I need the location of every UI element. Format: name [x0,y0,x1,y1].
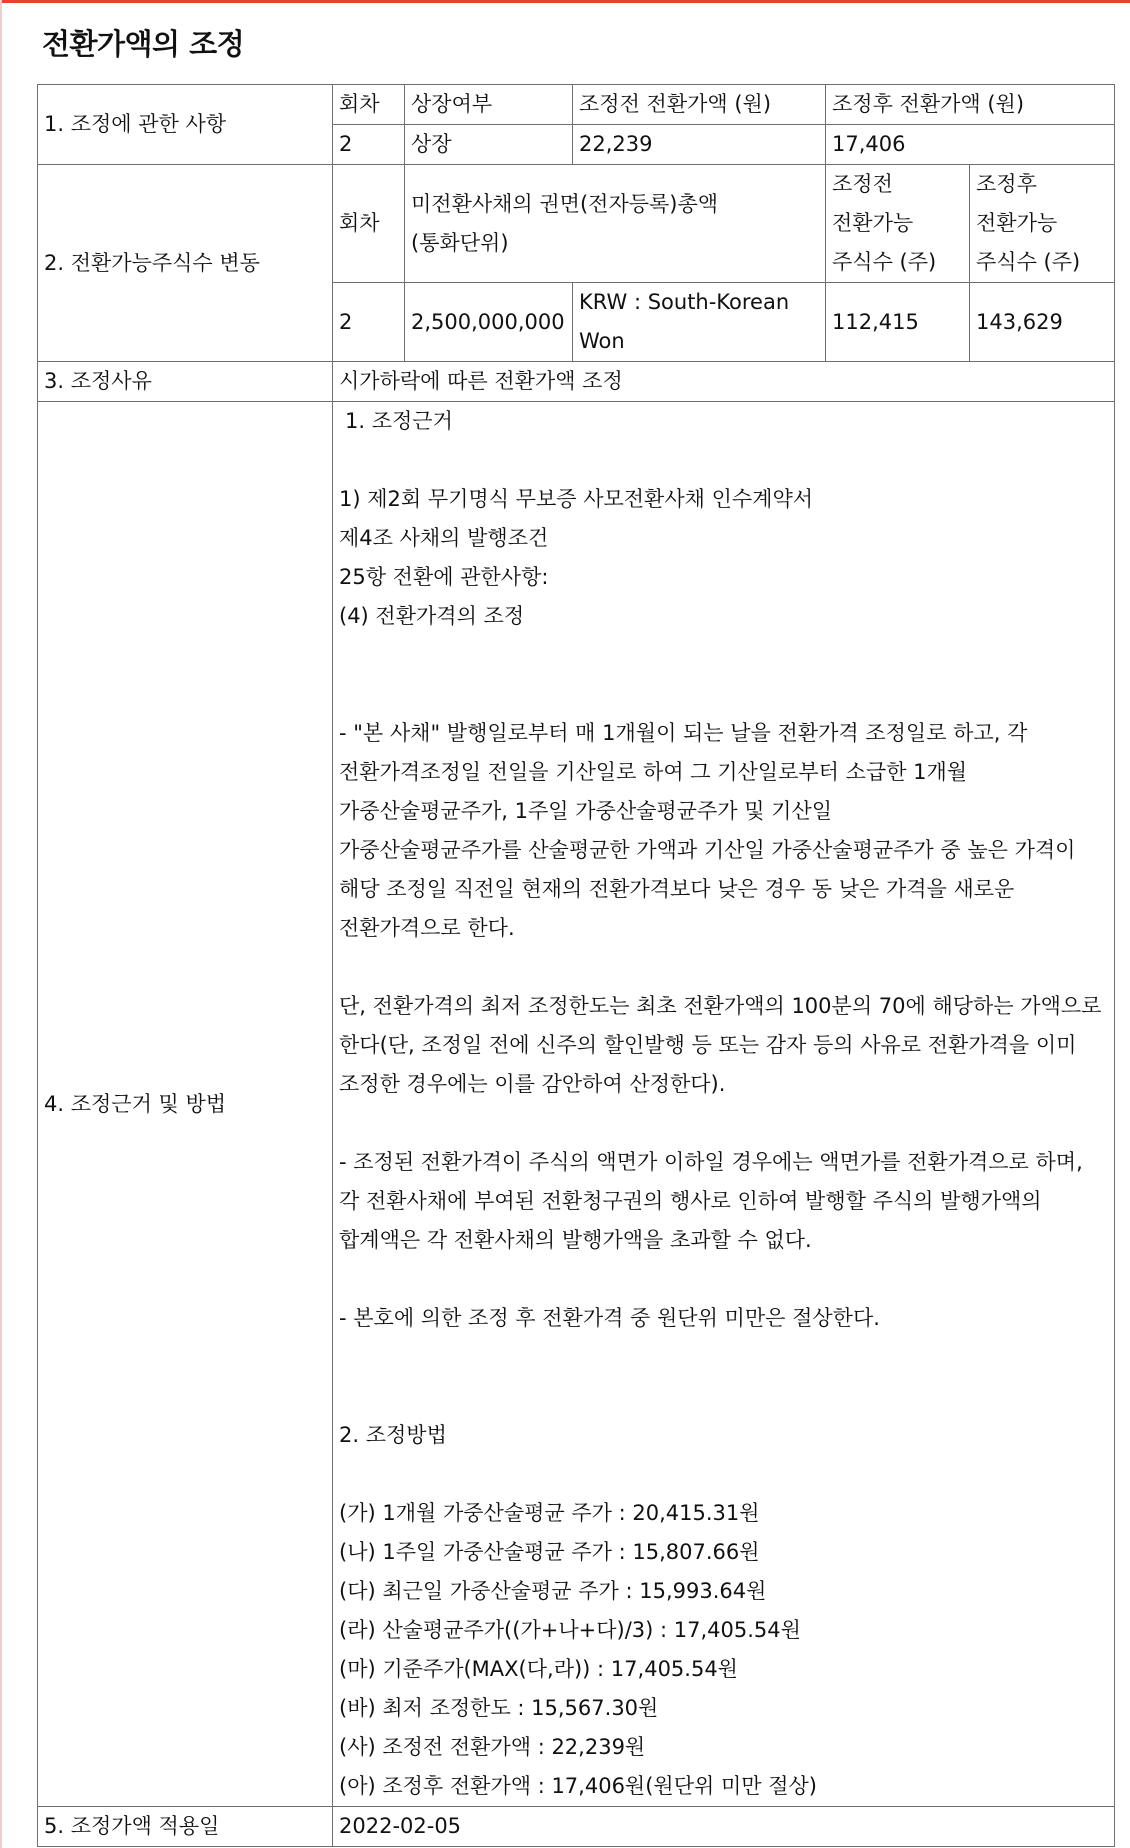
value-round: 2 [333,125,405,165]
header-listing-status: 상장여부 [405,85,573,125]
table-row-reason [38,362,1115,402]
header-round: 회차 [333,85,405,125]
table-row-effective-date [38,1807,1115,1847]
method-line: (아) 조정후 전환가액 : 17,406원(원단위 미만 절상) [339,1774,817,1798]
label-effective-date: 5. 조정가액 적용일 [38,1807,333,1847]
conversion-price-adjustment-table [37,84,1115,1847]
basis-line: 25항 전환에 관한사항: [339,565,549,589]
value-shares-before: 112,415 [826,283,970,362]
header-shares-after: 조정후 전환가능 주식수 (주) [970,165,1115,283]
value-price-after: 17,406 [826,125,1115,165]
method-line: (다) 최근일 가중산술평균 주가 : 15,993.64원 [339,1579,767,1603]
basis-and-method-content [333,402,1115,1807]
value-adjustment-reason: 시가하락에 따른 전환가액 조정 [333,362,1115,402]
header-shares-before: 조정전 전환가능 주식수 (주) [826,165,970,283]
method-line: (사) 조정전 전환가액 : 22,239원 [339,1735,646,1759]
basis-title: 1. 조정근거 [345,409,453,433]
par-value-paragraph: - 조정된 전환가격이 주식의 액면가 이하일 경우에는 액면가를 전환가격으로 하며, 각 전환사채에 부여된 전환청구권의 행사로 인하여 발행할 주식의 발행가액의 합계액은 각 전환사채의 발행가액을 초과할 수 없다. [339,1150,1083,1252]
value-price-before: 22,239 [573,125,826,165]
table-row-shares-header [38,165,1115,283]
header-outstanding-face-amount: 미전환사채의 권면(전자등록)총액 (통화단위) [405,165,826,283]
adjustment-paragraph: - "본 사채" 발행일로부터 매 1개월이 되는 날을 전환가격 조정일로 하고, 각 전환가격조정일 전일을 기산일로 하여 그 기산일로부터 소급한 1개월 가중산술평균주가, 1주일 가중산술평균주가 및 기산일 [339,721,1028,823]
value-currency: KRW : South-Korean Won [573,283,826,362]
page-title: 전환가액의 조정 [42,27,245,61]
value-round-2: 2 [333,283,405,362]
method-line: (라) 산술평균주가((가+나+다)/3) : 17,405.54원 [339,1618,801,1642]
label-basis-and-method: 4. 조정근거 및 방법 [38,402,333,1807]
header-price-after: 조정후 전환가액 (원) [826,85,1115,125]
top-accent-bar [0,0,1130,3]
value-effective-date: 2022-02-05 [333,1807,1115,1847]
label-convertible-shares-change: 2. 전환가능주식수 변동 [38,165,333,362]
basis-line: (4) 전환가격의 조정 [339,604,525,628]
method-title: 2. 조정방법 [339,1423,447,1447]
adjustment-paragraph: 가중산술평균주가를 산술평균한 가액과 기산일 가중산술평균주가 중 높은 가격이 해당 조정일 직전일 현재의 전환가격보다 낮은 경우 동 낮은 가격을 새로운 전환가격으로 한다. [339,838,1076,940]
method-line: (가) 1개월 가중산술평균 주가 : 20,415.31원 [339,1501,760,1525]
left-edge-line [0,0,2,1848]
method-line: (나) 1주일 가중산술평균 주가 : 15,807.66원 [339,1540,760,1564]
table-row-adjustment-header [38,85,1115,125]
value-face-amount: 2,500,000,000 [405,283,573,362]
label-adjustment-reason: 3. 조정사유 [38,362,333,402]
floor-paragraph: 단, 전환가격의 최저 조정한도는 최초 전환가액의 100분의 70에 해당하는 가액으로 한다(단, 조정일 전에 신주의 할인발행 등 또는 감자 등의 사유로 전환가격을 이미 조정한 경우에는 이를 감안하여 산정한다). [339,994,1102,1096]
header-price-before: 조정전 전환가액 (원) [573,85,826,125]
table-row-basis-method [38,402,1115,1807]
rounding-paragraph: - 본호에 의한 조정 후 전환가격 중 원단위 미만은 절상한다. [339,1306,880,1330]
header-round-2: 회차 [333,165,405,283]
method-line: (마) 기준주가(MAX(다,라)) : 17,405.54원 [339,1657,738,1681]
method-line: (바) 최저 조정한도 : 15,567.30원 [339,1696,659,1720]
value-listing-status: 상장 [405,125,573,165]
label-adjustment-details: 1. 조정에 관한 사항 [38,85,333,165]
basis-line: 제4조 사채의 발행조건 [339,526,549,550]
basis-line: 1) 제2회 무기명식 무보증 사모전환사채 인수계약서 [339,487,814,511]
value-shares-after: 143,629 [970,283,1115,362]
